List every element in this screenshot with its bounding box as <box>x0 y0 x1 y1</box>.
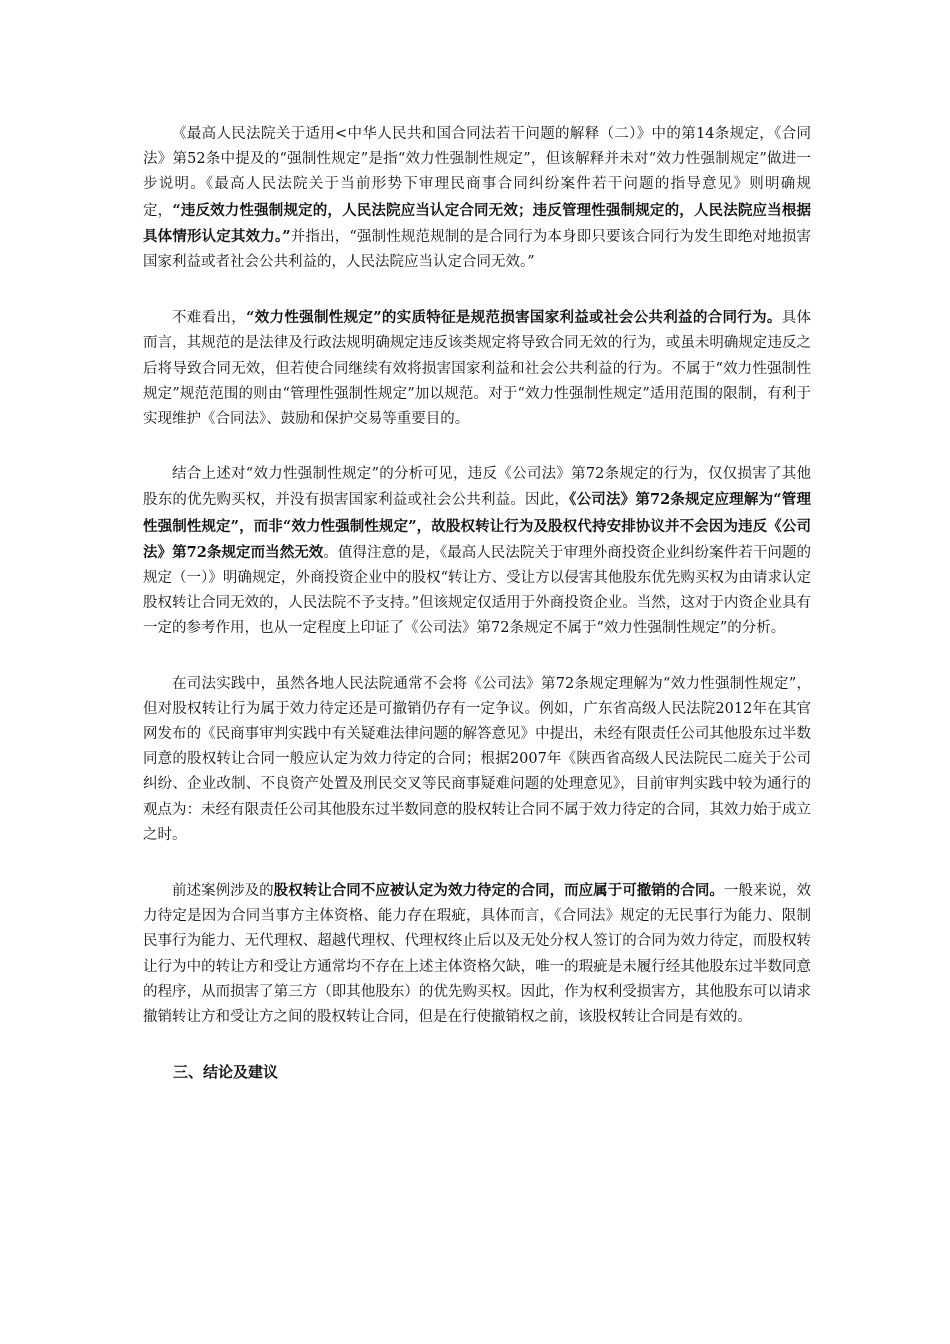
paragraph-1-text-b: 并指出，“强制性规范规制的是合同行为本身即只要该合同行为发生即绝对地损害国家利益或者社会公共利益的，人民法院应当认定合同无效。” <box>143 228 811 271</box>
paragraph-1-text-a: 《最高人民法院关于适用<中华人民共和国合同法若干问题的解释（二）》中的第14条规定，《合同法》第52条中提及的“强制性规定”是指“效力性强制性规定”，但该解释并未对“效力性强制规定”做进一步说明。《最高人民法院关于当前形势下审理民商事合同纠纷案件若干问题的指导意见》则明确规定， <box>143 126 811 219</box>
paragraph-1 <box>143 122 811 275</box>
paragraph-1-bold-text: “违反效力性强制规定的，人民法院应当认定合同无效；违反管理性强制规定的，人民法院应当根据具体情形认定其效力。” <box>143 201 812 245</box>
section-heading: 三、结论及建议 <box>173 1063 279 1082</box>
document-page <box>143 122 811 1086</box>
paragraph-3-bold-text: 《公司法》第72条规定应理解为“管理性强制性规定”，而非“效力性强制性规定”，故股权转让行为及股权代持安排协议并不会因为违反《公司法》第72条规定而当然无效 <box>143 491 811 561</box>
paragraph-5 <box>143 878 811 1030</box>
paragraph-2-text-b: 具体而言，其规范的是法律及行政法规明确规定违反该类规定将导致合同无效的行为，或虽未明确规定违反之后将导致合同无效，但若使合同继续有效将损害国家利益和社会公共利益的行为。不属于“效力性强制性规定”规范范围的则由“管理性强制性规定”加以规范。对于“效力性强制性规定”适用范围的限制，有利于实现维护《合同法》、鼓励和保护交易等重要目的。 <box>143 310 812 428</box>
paragraph-5-text-b: 一般来说，效力待定是因为合同当事方主体资格、能力存在瑕疵，具体而言，《合同法》规定的无民事行为能力、限制民事行为能力、无代理权、超越代理权、代理权终止后以及无处分权人签订的合同为效力待定，而股权转让行为中的转让方和受让方通常均不存在上述主体资格欠缺，唯一的瑕疵是未履行经其他股东过半数同意的程序，从而损害了第三方（即其他股东）的优先购买权。因此，作为权利受损害方，其他股东可以请求撤销转让方和受让方之间的股权转让合同，但是在行使撤销权之前，该股权转让合同是有效的。 <box>143 883 812 1026</box>
paragraph-5-bold-text: 股权转让合同不应被认定为效力待定的合同，而应属于可撤销的合同。 <box>273 882 724 900</box>
paragraph-5-text-a: 前述案例涉及的 <box>172 883 274 900</box>
paragraph-3 <box>143 462 811 641</box>
paragraph-2-bold-text: “效力性强制性规定”的实质特征是规范损害国家利益或社会公共利益的合同行为。 <box>246 309 782 327</box>
paragraph-3-text-b: 。值得注意的是，《最高人民法院关于审理外商投资企业纠纷案件若干问题的规定（一）》明确规定，外商投资企业中的股权“转让方、受让方以侵害其他股东优先购买权为由请求认定股权转让合同无效的，人民法院不予支持。”但该规定仅适用于外商投资企业。当然，这对于内资企业具有一定的参考作用，也从一定程度上印证了《公司法》第72条规定不属于“效力性强制性规定”的分析。 <box>143 544 812 637</box>
paragraph-4 <box>143 672 811 848</box>
paragraph-2-text-a: 不难看出， <box>172 310 247 327</box>
paragraph-4-text: 在司法实践中，虽然各地人民法院通常不会将《公司法》第72条规定理解为“效力性强制性规定”，但对股权转让行为属于效力待定还是可撤销仍存有一定争议。例如，广东省高级人民法院2012年在其官网发布的《民商事审判实践中有关疑难法律问题的解答意见》中提出，未经有限责任公司其他股东过半数同意的股权转让合同一般应认定为效力待定的合同；根据2007年《陕西省高级人民法院民二庭关于公司纠纷、企业改制、不良资产处置及刑民交叉等民商事疑难问题的处理意见》，目前审判实践中较为通行的观点为：未经有限责任公司其他股东过半数同意的股权转让合同不属于效力待定的合同，其效力始于成立之时。 <box>143 675 811 843</box>
paragraph-3-text-a: 结合上述对“效力性强制性规定”的分析可见，违反《公司法》第72条规定的行为，仅仅损害了其他股东的优先购买权，并没有损害国家利益或社会公共利益。因此， <box>143 466 811 509</box>
paragraph-2 <box>143 305 811 432</box>
